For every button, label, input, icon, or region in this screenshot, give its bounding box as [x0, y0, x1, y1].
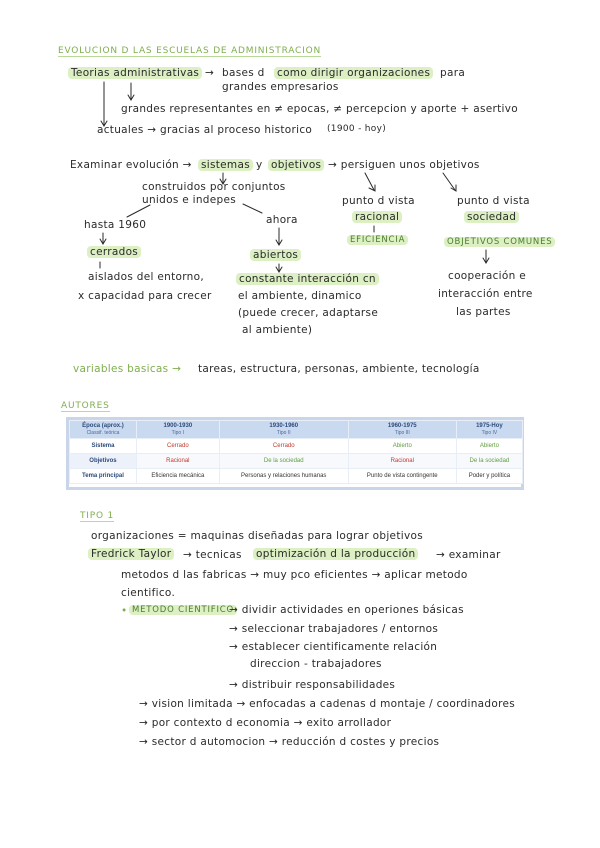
table-cell: Personas y relaciones humanas — [219, 469, 348, 484]
arrow-line — [243, 204, 262, 213]
metodos-text: metodos d las fabricas → muy pco eficientes → aplicar metodo — [121, 569, 468, 581]
abiertos-highlight: abiertos — [250, 249, 301, 261]
table-cell: Tema principal — [70, 469, 137, 484]
table-cell: Punto de vista contingente — [348, 469, 456, 484]
racional-highlight: racional — [352, 211, 402, 223]
bullet-dot: • — [121, 605, 128, 617]
capacidad-text: x capacidad para crecer — [78, 290, 212, 302]
actuales-text: actuales → gracias al proceso historico — [97, 124, 313, 136]
organizaciones-text: organizaciones = maquinas diseñadas para lograr objetivos — [91, 530, 423, 542]
punto-vista-1: punto d vista — [342, 195, 415, 207]
y-text: y — [256, 159, 263, 171]
optimizacion-highlight: optimización d la producción — [253, 548, 418, 560]
examinar2-text: → examinar — [436, 549, 501, 561]
tipo-title: TIPO 1 — [80, 511, 115, 521]
consequence-2: → por contexto d economia → exito arrollador — [139, 717, 392, 729]
para-text: para — [440, 67, 466, 79]
al-ambiente-text: al ambiente) — [242, 324, 313, 336]
puede-text: (puede crecer, adaptarse — [238, 307, 379, 319]
table-cell: Racional — [348, 454, 456, 469]
punto-vista-2: punto d vista — [457, 195, 530, 207]
variables-list: tareas, estructura, personas, ambiente, tecnología — [198, 363, 480, 375]
table-header-cell: 1900-1930 Tipo I — [136, 421, 219, 439]
variables-label: variables basicas → — [73, 363, 182, 375]
arrow-line — [365, 173, 374, 190]
page-title: EVOLUCION D LAS ESCUELAS DE ADMINISTRACION — [58, 46, 322, 56]
table-header-cell: 1960-1975 Tipo III — [348, 421, 456, 439]
construidos-text: construidos por conjuntos — [142, 181, 286, 193]
examinar-text: Examinar evolución → — [70, 159, 192, 171]
cooperacion-text: cooperación e — [448, 270, 526, 282]
metodo-step-1: → dividir actividades en operiones básicas — [229, 604, 464, 616]
ahora-text: ahora — [266, 214, 298, 226]
representantes-text: grandes representantes en ≠ epocas, ≠ percepcion y aporte + asertivo — [121, 103, 518, 115]
objetivos-highlight: objetivos — [268, 159, 324, 171]
taylor-highlight: Fredrick Taylor — [88, 548, 174, 560]
table-cell: Racional — [136, 454, 219, 469]
table-cell: Cerrado — [219, 439, 348, 454]
ambiente-text: el ambiente, dinamico — [238, 290, 362, 302]
table-cell: Sistema — [70, 439, 137, 454]
sistemas-highlight: sistemas — [198, 159, 253, 171]
table-cell: Poder y política — [456, 469, 522, 484]
table-header-cell: 1975-Hoy Tipo IV — [456, 421, 522, 439]
period-text: (1900 - hoy) — [327, 124, 387, 134]
table-cell: Objetivos — [70, 454, 137, 469]
arrow-line — [127, 205, 150, 217]
consequence-1: → vision limitada → enfocadas a cadenas d montaje / coordinadores — [139, 698, 516, 710]
arrow: → — [205, 67, 215, 79]
grandes-empresarios-text: grandes empresarios — [222, 81, 339, 93]
partes-text: las partes — [456, 306, 511, 318]
arrow-line — [443, 173, 455, 190]
metodo-step-2: → seleccionar trabajadores / entornos — [229, 623, 439, 635]
metodo-step-3b: direccion - trabajadores — [250, 658, 382, 670]
table-cell: Eficiencia mecánica — [136, 469, 219, 484]
persiguen-text: → persiguen unos objetivos — [328, 159, 480, 171]
table-cell: Abierto — [456, 439, 522, 454]
consequence-3: → sector d automocion → reducción d costes y precios — [139, 736, 440, 748]
objetivos-comunes-highlight: OBJETIVOS COMUNES — [444, 237, 555, 247]
table-cell: Abierto — [348, 439, 456, 454]
metodo-cientifico-highlight: METODO CIENTIFICO — [129, 605, 237, 615]
cerrados-highlight: cerrados — [87, 246, 141, 258]
bases-text: bases d — [222, 67, 265, 79]
cientifico-text: cientifico. — [121, 587, 176, 599]
metodo-step-4: → distribuir responsabilidades — [229, 679, 396, 691]
table-header-cell: Época (aprox.) Classif. teórica — [70, 421, 137, 439]
teorias-highlight: Teorias administrativas — [68, 67, 202, 79]
table-cell: De la sociedad — [219, 454, 348, 469]
table-cell: De la sociedad — [456, 454, 522, 469]
table-cell: Cerrado — [136, 439, 219, 454]
table-header-cell: 1930-1960 Tipo II — [219, 421, 348, 439]
interaccion-text: interacción entre — [438, 288, 533, 300]
tecnicas-text: → tecnicas — [183, 549, 242, 561]
hasta-text: hasta 1960 — [84, 219, 147, 231]
eficiencia-highlight: EFICIENCIA — [347, 235, 408, 245]
metodo-step-3: → establecer cientificamente relación — [229, 641, 438, 653]
autores-title: AUTORES — [61, 401, 110, 411]
aislados-text: aislados del entorno, — [88, 271, 204, 283]
como-dirigir-highlight: como dirigir organizaciones — [274, 67, 433, 79]
constante-highlight: constante interacción cn — [236, 273, 379, 285]
sociedad-highlight: sociedad — [464, 211, 519, 223]
unidos-text: unidos e indepes — [142, 194, 237, 206]
